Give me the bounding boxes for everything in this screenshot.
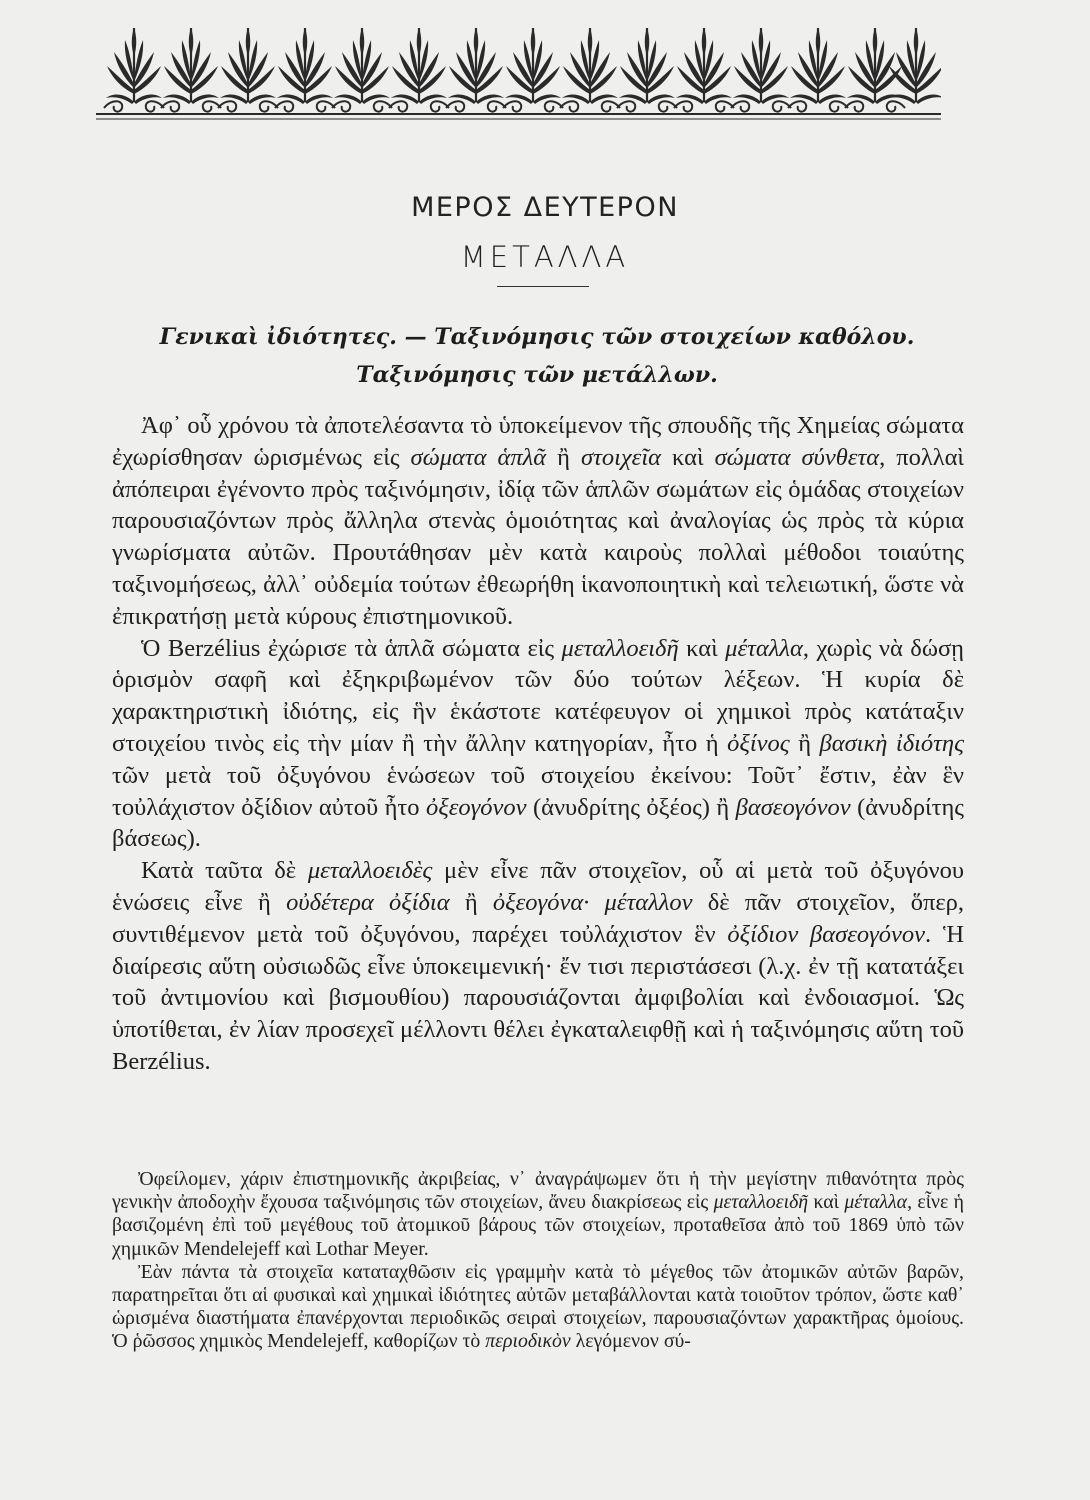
paragraph-4: Ὀφείλομεν, χάριν ἐπιστημονικῆς ἀκριβείας, ν᾽ ἀναγράψωμεν ὅτι ἡ τὴν μεγίστην πιθανότητα πρὸς γενικὴν ἀποδοχὴν ἔχουσα ταξινόμησις τῶν στοιχείων, ἄνευ διακρίσεως εἰς μεταλλοειδῆ καὶ μέταλλα, εἶνε ἡ βασιζομένη ἐπὶ τοῦ μεγέθους τοῦ ἀτομικοῦ βάρους τῶν στοιχείων, προταθεῖσα ἀπὸ τοῦ 1869 ὑπὸ τῶν χημικῶν Mendelejeff καὶ Lothar Meyer. [112,1168,965,1260]
paragraph-2: Ὁ Berzélius ἐχώρισε τὰ ἁπλᾶ σώματα εἰς μεταλλοειδῆ καὶ μέταλλα, χωρὶς νὰ δώσῃ ὁρισμὸν σαφῆ καὶ ἐξηκριβωμένον τῶν δύο τούτων λέξεων. Ἡ κυρία δὲ χαρακτηριστικὴ ἰδιότης, εἰς ἣν ἑκάστοτε κατέφευγον οἱ χημικοὶ πρὸς κατάταξιν στοιχείου τινὸς εἰς τὴν μίαν ἢ τὴν ἄλλην κατηγορίαν, ἦτο ἡ ὀξίνος ἢ βασικὴ ἰδιότης τῶν μετὰ τοῦ ὀξυγόνου ἑνώσεων τοῦ στοιχείου ἐκείνου: Τοῦτ᾽ ἔστιν, ἐὰν ἓν τοὐλάχιστον ὀξίδιον αὐτοῦ ἦτο ὀξεογόνον (ἀνυδρίτης ὀξέος) ἢ βασεογόνον (ἀνυδρίτης βάσεως). [112,634,965,853]
small-print-text [112,1168,964,1354]
palmette-ornament-icon [96,22,941,122]
paragraph-5: Ἐὰν πάντα τὰ στοιχεῖα καταταχθῶσιν εἰς γραμμὴν κατὰ τὸ μέγεθος τῶν ἀτομικῶν αὐτῶν βαρῶν, παρατηρεῖται ὅτι αἱ φυσικαὶ καὶ χημικαὶ ἰδιότητες αὐτῶν μεταβάλλονται κατὰ τοιοῦτον τρόπον, ὥστε καθ᾽ ὡρισμένα διαστήματα ἐπανέρχονται περιοδικῶς σειραὶ στοιχείων, παρουσιαζόντων χαρακτῆρας ὁμοίους. Ὁ ῥῶσσος χημικὸς Mendelejeff, καθορίζων τὸ περιοδικὸν λεγόμενον σύ- [112,1260,964,1353]
part-title: ΜΕΡΟΣ ΔΕΥΤΕΡΟΝ [411,192,679,223]
paragraph-3: Κατὰ ταῦτα δὲ μεταλλοειδὲς μὲν εἶνε πᾶν στοιχεῖον, οὗ αἱ μετὰ τοῦ ὀξυγόνου ἑνώσεις εἶνε ἢ οὐδέτερα ὀξίδια ἢ ὀξεογόνα· μέταλλον δὲ πᾶν στοιχεῖον, ὅπερ, συντιθέμενον μετὰ τοῦ ὀξυγόνου, παρέχει τοὐλάχιστον ἓν ὀξίδιον βασεογόνον. Ἡ διαίρεσις αὕτη οὐσιωδῶς εἶνε ὑποκειμενική· ἔν τισι περιστάσεσι (λ.χ. ἐν τῇ κατατάξει τοῦ ἀντιμονίου καὶ βισμουθίου) παρουσιάζονται ἀμφιβολίαι καὶ ἐνδοιασμοί. Ὡς ὑποτίθεται, ἐν λίαν προσεχεῖ μέλλοντι θέλει ἐγκαταλειφθῇ καὶ ἡ ταξινόμησις αὕτη τοῦ Berzélius. [112,857,964,1075]
title-divider [497,286,589,287]
palmette-ornament-band [96,22,941,122]
heading-line-2: Ταξινόμησις τῶν μετάλλων. [356,362,718,388]
paragraph-1: Ἀφ᾽ οὗ χρόνου τὰ ἀποτελέσαντα τὸ ὑποκείμενον τῆς σπουδῆς τῆς Χημείας σώματα ἐχωρίσθησαν ὡρισμένως εἰς σώματα ἁπλᾶ ἢ στοιχεῖα καὶ σώματα σύνθετα, πολλαὶ ἀπόπειραι ἐγένοντο πρὸς ταξινόμησιν, ἰδίᾳ τῶν ἁπλῶν σωμάτων εἰς ὁμάδας στοιχείων παρουσιαζόντων πρὸς ἄλληλα στενὰς ὁμοιότητας καὶ ἀναλογίας ὡς πρὸς τὰ κύρια γνωρίσματα αὐτῶν. Προυτάθησαν μὲν κατὰ καιροὺς πολλαὶ μέθοδοι τοιαύτης ταξινομήσεως, ἀλλ᾽ οὐδεμία τούτων ἐθεωρήθη ἱκανοποιητικὴ καὶ τελειωτική, ὥστε νὰ ἐπικρατήσῃ μετὰ κύρους ἐπιστημονικοῦ. [112,412,965,630]
main-body-text [112,410,964,1078]
heading-line-1: Γενικαὶ ἰδιότητες. — Ταξινόμησις τῶν στοιχείων καθόλου. [159,324,915,350]
chapter-heading [112,318,962,394]
section-title: ΜΕΤΑΛΛΑ [460,240,630,274]
